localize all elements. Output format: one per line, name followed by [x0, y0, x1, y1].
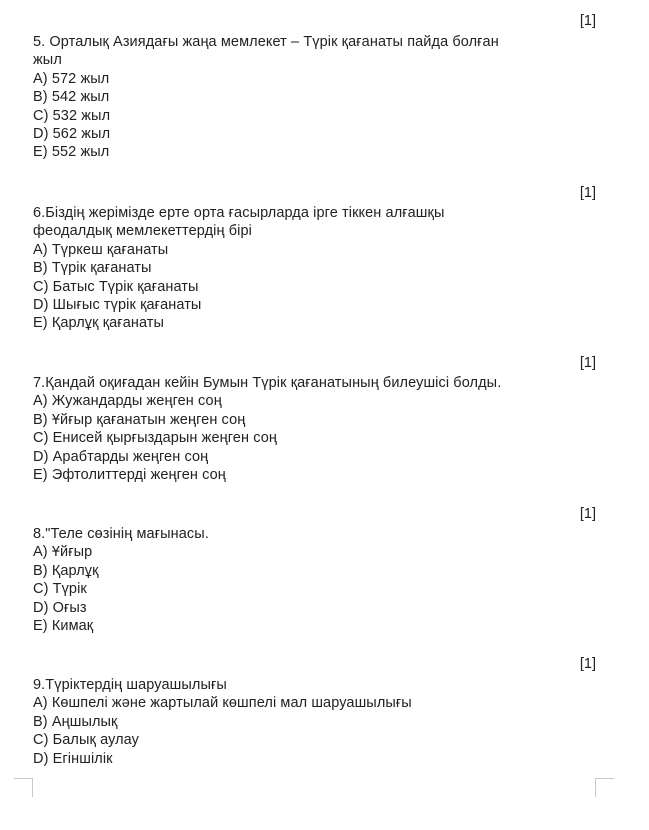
option-d: D) Егіншілік — [33, 750, 113, 767]
option-b: B) Аңшылық — [33, 713, 118, 730]
question-text: 8."Теле сөзінің мағынасы. — [33, 526, 209, 542]
question-text: 9.Түріктердің шаруашылығы — [33, 677, 227, 693]
option-a: A) Түркеш қағанаты — [33, 241, 169, 258]
option-d: D) Оғыз — [33, 599, 87, 616]
option-b: B) Қарлұқ — [33, 562, 99, 579]
option-a: A) Жужандарды жеңген соң — [33, 393, 222, 410]
option-e: E) Кимақ — [33, 618, 94, 635]
option-a: A) Ұйғыр — [33, 544, 93, 561]
option-d: D) 562 жыл — [33, 126, 111, 143]
question-text: 5. Орталық Азиядағы жаңа мемлекет – Түрік қағанаты пайда болған — [33, 34, 499, 50]
option-b: B) Түрік қағанаты — [33, 260, 152, 277]
option-c: C) Батыс Түрік қағанаты — [33, 278, 199, 295]
option-e: E) 552 жыл — [33, 144, 110, 161]
question-7 — [33, 374, 613, 484]
score-mark: [1] — [579, 656, 596, 672]
score-mark: [1] — [579, 506, 596, 522]
option-c: C) Түрік — [33, 581, 87, 598]
question-8 — [33, 525, 613, 635]
option-b: B) Ұйғыр қағанатын жеңген соң — [33, 411, 246, 428]
question-text: 7.Қандай оқиғадан кейін Бумын Түрік қағанатының билеушісі болды. — [33, 375, 502, 391]
score-mark: [1] — [579, 13, 596, 29]
page-corner-marker-left — [14, 778, 33, 797]
option-b: B) 542 жыл — [33, 89, 110, 106]
option-e: E) Эфтолиттерді жеңген соң — [33, 467, 226, 484]
page-corner-marker-right — [595, 778, 614, 797]
option-c: C) 532 жыл — [33, 107, 111, 124]
question-text: 6.Біздің жерімізде ерте орта ғасырларда ірге тіккен алғашқы — [33, 205, 445, 221]
option-c: C) Енисей қырғыздарын жеңген соң — [33, 430, 277, 447]
option-e: E) Қарлұқ қағанаты — [33, 315, 165, 332]
option-a: A) 572 жыл — [33, 70, 110, 87]
score-mark: [1] — [579, 185, 596, 201]
score-mark: [1] — [579, 355, 596, 371]
question-text: жыл — [33, 52, 62, 69]
option-a: A) Көшпелі және жартылай көшпелі мал шаруашылығы — [33, 695, 412, 712]
option-d: D) Арабтарды жеңген соң — [33, 448, 209, 465]
option-d: D) Шығыс түрік қағанаты — [33, 297, 202, 314]
option-c: C) Балық аулау — [33, 732, 140, 749]
question-9 — [33, 676, 613, 768]
question-5 — [33, 33, 613, 162]
question-text: феодалдық мемлекеттердің бірі — [33, 223, 252, 240]
question-6 — [33, 204, 613, 333]
